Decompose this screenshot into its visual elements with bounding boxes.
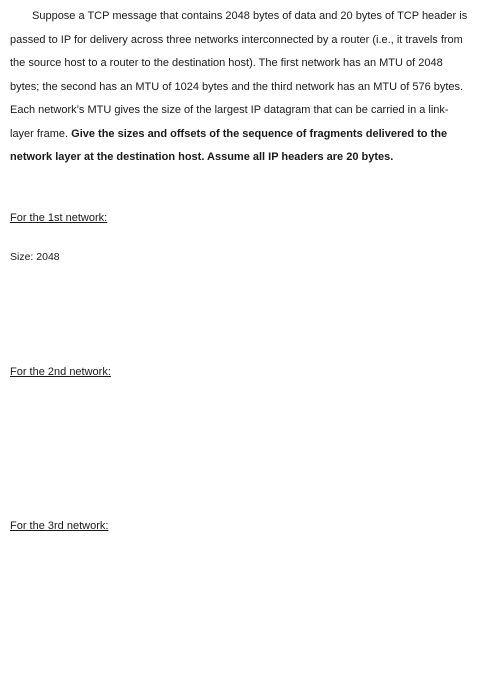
problem-instruction: Give the sizes and offsets of the sequence of fragments delivered to the network layer at the destination host. Assume all IP headers are 20 bytes.: [10, 127, 448, 163]
section-heading-network-3: For the 3rd network:: [10, 520, 109, 532]
section-heading-network-1: For the 1st network:: [10, 212, 108, 224]
answer-network-1[interactable]: Size: 2048: [10, 251, 60, 263]
problem-text: Suppose a TCP message that contains 2048 bytes of data and 20 bytes of TCP header is passed to IP for delivery across three networks interconnected by a router (i.e., it travels from the source host to a router to the destination host). The first network has an MTU of 2048 bytes; the second has an MTU of 1024 bytes and the third network has an MTU of 576 bytes. Each network’s MTU gives the size of the largest IP datagram that can be carried in a link-layer frame.: [10, 10, 468, 140]
section-heading-network-2: For the 2nd network:: [10, 366, 111, 378]
problem-statement: [10, 5, 472, 170]
